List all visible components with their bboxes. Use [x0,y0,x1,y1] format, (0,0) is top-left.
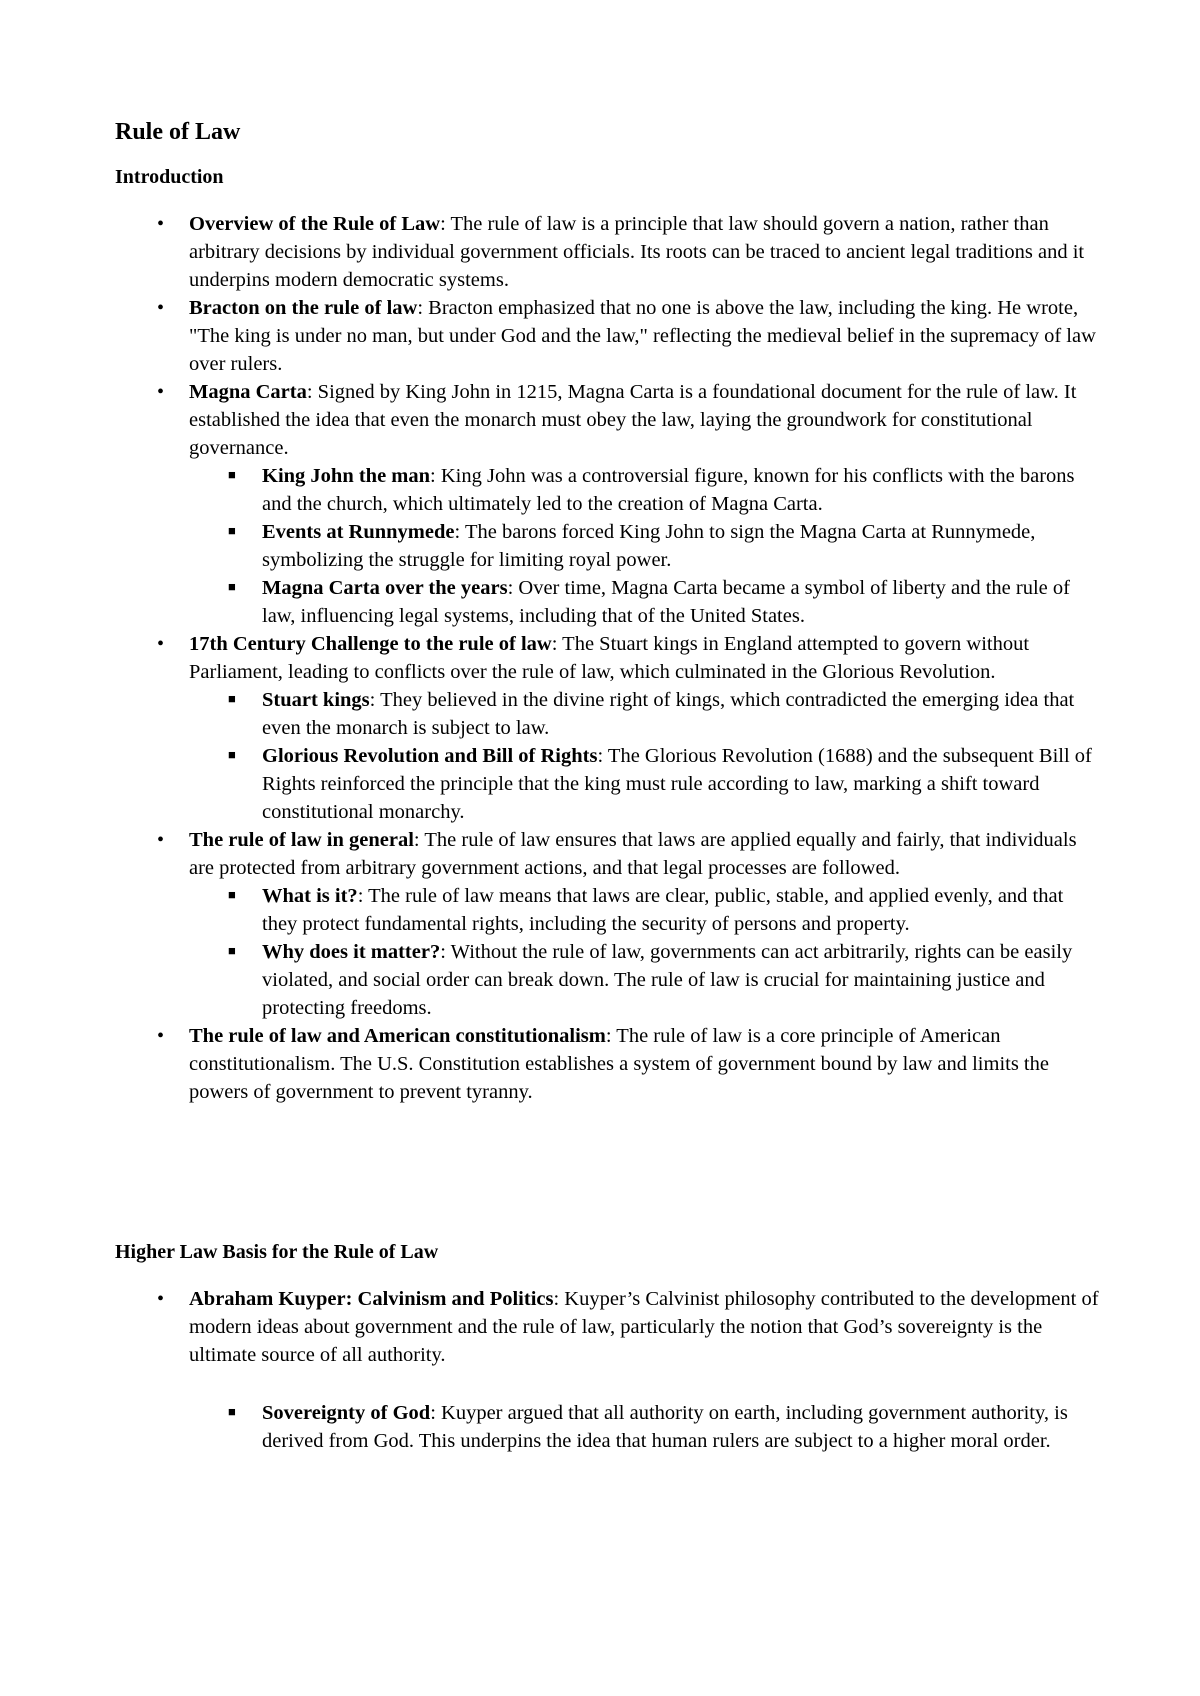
section-heading-introduction: Introduction [115,166,224,188]
item-text: : The Stuart kings in England attempted to govern without Parliament, leading to conflicts over the rule of law, which culminated in the Glorious Revolution. [189,633,1030,683]
sub-list [189,882,1099,1022]
sub-item-term: Glorious Revolution and Bill of Rights [262,745,598,767]
bullet-icon: • [157,213,165,235]
list-item [157,630,1099,826]
bullet-icon: • [157,1025,165,1047]
sub-item-text: : The rule of law means that laws are clear, public, stable, and applied evenly, and that they protect fundamental rights, including the security of persons and property. [262,885,1064,935]
item-term: Bracton on the rule of law [189,297,418,319]
sub-item-text: : The barons forced King John to sign the Magna Carta at Runnymede, symbolizing the struggle for limiting royal power. [262,521,1036,571]
item-text: : The rule of law is a core principle of American constitutionalism. The U.S. Constitution establishes a system of government bound by law and limits the powers of government to prevent tyranny. [189,1025,1049,1103]
sub-item-term: Stuart kings [262,689,370,711]
item-text: : The rule of law ensures that laws are applied equally and fairly, that individuals are protected from arbitrary government actions, and that legal processes are followed. [189,829,1077,879]
item-term: Overview of the Rule of Law [189,213,441,235]
sub-item-term: Sovereignty of God [262,1402,431,1424]
list-item [157,1285,1099,1455]
section-heading-higher-law: Higher Law Basis for the Rule of Law [115,1241,439,1263]
sub-list-item [228,742,1099,826]
item-text: : Kuyper’s Calvinist philosophy contributed to the development of modern ideas about government and the rule of law, particularly the notion that God’s sovereignty is the ultimate source of all authority. [189,1288,1099,1366]
list-item [157,378,1099,630]
item-text: : Signed by King John in 1215, Magna Carta is a foundational document for the rule of law. It established the idea that even the monarch must obey the law, laying the groundwork for constitutional governance. [189,381,1077,459]
sub-list-item [228,1399,1099,1455]
square-bullet-icon: ■ [228,887,236,902]
sub-item-term: King John the man [262,465,431,487]
sub-list-item [228,938,1099,1022]
item-text: : The rule of law is a principle that law should govern a nation, rather than arbitrary decisions by individual government officials. Its roots can be traced to ancient legal traditions and it underpins modern democratic systems. [189,213,1085,291]
item-term: The rule of law and American constitutionalism [189,1025,606,1047]
item-text: : Bracton emphasized that no one is above the law, including the king. He wrote, "The king is under no man, but under God and the law," reflecting the medieval belief in the supremacy of law over rulers. [189,297,1096,375]
square-bullet-icon: ■ [228,1404,236,1419]
higher-law-list [0,1285,1200,1455]
sub-list [189,686,1099,826]
sub-list-item [228,518,1099,574]
list-item [157,294,1099,378]
list-item [157,826,1099,1022]
square-bullet-icon: ■ [228,467,236,482]
list-item [157,1022,1099,1106]
square-bullet-icon: ■ [228,523,236,538]
sub-list-item [228,574,1099,630]
bullet-icon: • [157,297,165,319]
square-bullet-icon: ■ [228,943,236,958]
square-bullet-icon: ■ [228,579,236,594]
sub-item-text: : King John was a controversial figure, known for his conflicts with the barons and the church, which ultimately led to the creation of Magna Carta. [262,465,1075,515]
sub-item-term: Events at Runnymede [262,521,455,543]
sub-item-text: : The Glorious Revolution (1688) and the subsequent Bill of Rights reinforced the principle that the king must rule according to law, marking a shift toward constitutional monarchy. [262,745,1092,823]
bullet-icon: • [157,633,165,655]
sub-item-term: Magna Carta over the years [262,577,508,599]
sub-list [189,1399,1099,1455]
sub-item-term: What is it? [262,885,358,907]
bullet-icon: • [157,381,165,403]
introduction-list [0,210,1200,1106]
square-bullet-icon: ■ [228,747,236,762]
sub-item-term: Why does it matter? [262,941,441,963]
bullet-icon: • [157,1288,165,1310]
square-bullet-icon: ■ [228,691,236,706]
document-title: Rule of Law [115,119,241,145]
sub-list-item [228,882,1099,938]
sub-item-text: : Without the rule of law, governments can act arbitrarily, rights can be easily violated, and social order can break down. The rule of law is crucial for maintaining justice and protecting freedoms. [262,941,1073,1019]
bullet-icon: • [157,829,165,851]
item-term: Magna Carta [189,381,307,403]
item-term: 17th Century Challenge to the rule of law [189,633,552,655]
sub-list [189,462,1099,630]
item-term: Abraham Kuyper: Calvinism and Politics [189,1288,554,1310]
item-term: The rule of law in general [189,829,414,851]
sub-list-item [228,462,1099,518]
sub-item-text: : They believed in the divine right of kings, which contradicted the emerging idea that even the monarch is subject to law. [262,689,1075,739]
sub-item-text: : Kuyper argued that all authority on earth, including government authority, is derived from God. This underpins the idea that human rulers are subject to a higher moral order. [262,1402,1068,1452]
sub-list-item [228,686,1099,742]
list-item [157,210,1099,294]
sub-item-text: : Over time, Magna Carta became a symbol of liberty and the rule of law, influencing legal systems, including that of the United States. [262,577,1070,627]
